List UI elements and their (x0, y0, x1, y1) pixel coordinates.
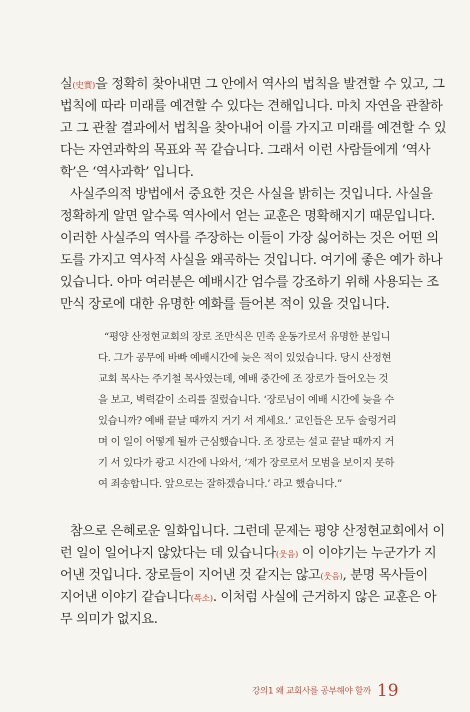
page-number: 19 (376, 680, 399, 701)
paragraph-1-line-1: 실(史實)을 정확히 찾아내면 그 안에서 역사의 법칙을 발견할 수 있고, 그 (60, 77, 445, 92)
paragraph-3-line-3: 어낸 것입니다. 장로들이 지어낸 것 같지는 않고(웃음), 분명 목사들이 (60, 568, 428, 583)
quote-line-1: “평양 산정현교회의 장로 조만식은 민족 운동가로서 유명한 분입니 (104, 331, 391, 343)
paragraph-1-line-2: 법칙에 따라 미래를 예견할 수 있다는 견해입니다. 마치 자연을 관찰하 (60, 99, 443, 114)
paragraph-1-line-5: 학’은 ‘역사과학’ 입니다. (60, 165, 194, 180)
paragraph-3-line-2: 런 일이 일어나지 않았다는 데 있습니다(웃음) 이 이야기는 누군가가 지 (60, 546, 437, 561)
paragraph-3-line-5: 무 의미가 없지요. (60, 612, 158, 627)
quote-line-6: 며 이 일이 어떻게 될까 근심했습니다. 조 장로는 설교 끝날 때까지 거 (98, 436, 395, 448)
big-laughter-annotation: (폭소) (190, 594, 213, 604)
paragraph-1-line-3: 고 그 관찰 결과에서 법칙을 찾아내어 이를 가지고 미래를 예견할 수 있 (60, 121, 447, 136)
quote-line-2: 다. 그가 공무에 바빠 예배시간에 늦은 적이 있었습니다. 당시 산정현 (98, 352, 392, 364)
hanja-annotation: (史實) (72, 81, 96, 91)
paragraph-1-line-4: 다는 자연과학의 목표와 꼭 같습니다. 그래서 이런 사람들에게 ‘역사 (60, 143, 431, 158)
quote-line-3: 교회 목사는 주기철 목사였는데, 예배 중간에 조 장로가 들어오는 것 (98, 373, 389, 385)
paragraph-2-line-4: 도를 가지고 역사적 사실을 왜곡하는 것입니다. 여기에 좋은 예가 하나 (60, 253, 443, 268)
paragraph-2-line-2: 정확하게 알면 알수록 역사에서 얻는 교훈은 명확해지기 때문입니다. (60, 209, 435, 224)
paragraph-3-line-1: 참으로 은혜로운 일화입니다. 그런데 문제는 평양 산정현교회에서 이 (70, 524, 445, 539)
page-footer (252, 680, 399, 701)
paragraph-2-line-1: 사실주의적 방법에서 중요한 것은 사실을 밝히는 것입니다. 사실을 (70, 187, 433, 202)
paragraph-2-line-6: 만식 장로에 대한 유명한 예화를 들어본 적이 있을 것입니다. (60, 297, 390, 312)
quote-line-5: 있습니까? 예배 끝날 때까지 거기 서 계세요.’ 교인들은 모두 술렁거리 (98, 415, 397, 427)
quote-line-4: 을 보고, 벽력같이 소리를 질렀습니다. ‘장로님이 예배 시간에 늦을 수 (98, 394, 395, 406)
quote-line-8: 여 죄송합니다. 앞으로는 잘하겠습니다.’ 라고 했습니다.” (98, 478, 342, 490)
running-header: 강의1 왜 교회사를 공부해야 할까 (252, 686, 371, 697)
paragraph-2-line-3: 이러한 사실주의 역사를 주장하는 이들이 가장 싫어하는 것은 어떤 의 (60, 231, 439, 246)
laughter-annotation: (웃음) (320, 572, 343, 582)
paragraph-2-line-5: 있습니다. 아마 여러분은 예배시간 엄수를 강조하기 위해 사용되는 조 (60, 275, 439, 290)
laughter-annotation: (웃음) (275, 550, 299, 560)
paragraph-3-line-4: 지어낸 이야기 같습니다(폭소). 이처럼 사실에 근거하지 않은 교훈은 아 (60, 590, 437, 605)
quote-line-7: 기 서 있다가 광고 시간에 나와서, ‘제가 장로로서 모범을 보이지 못하 (98, 457, 395, 469)
